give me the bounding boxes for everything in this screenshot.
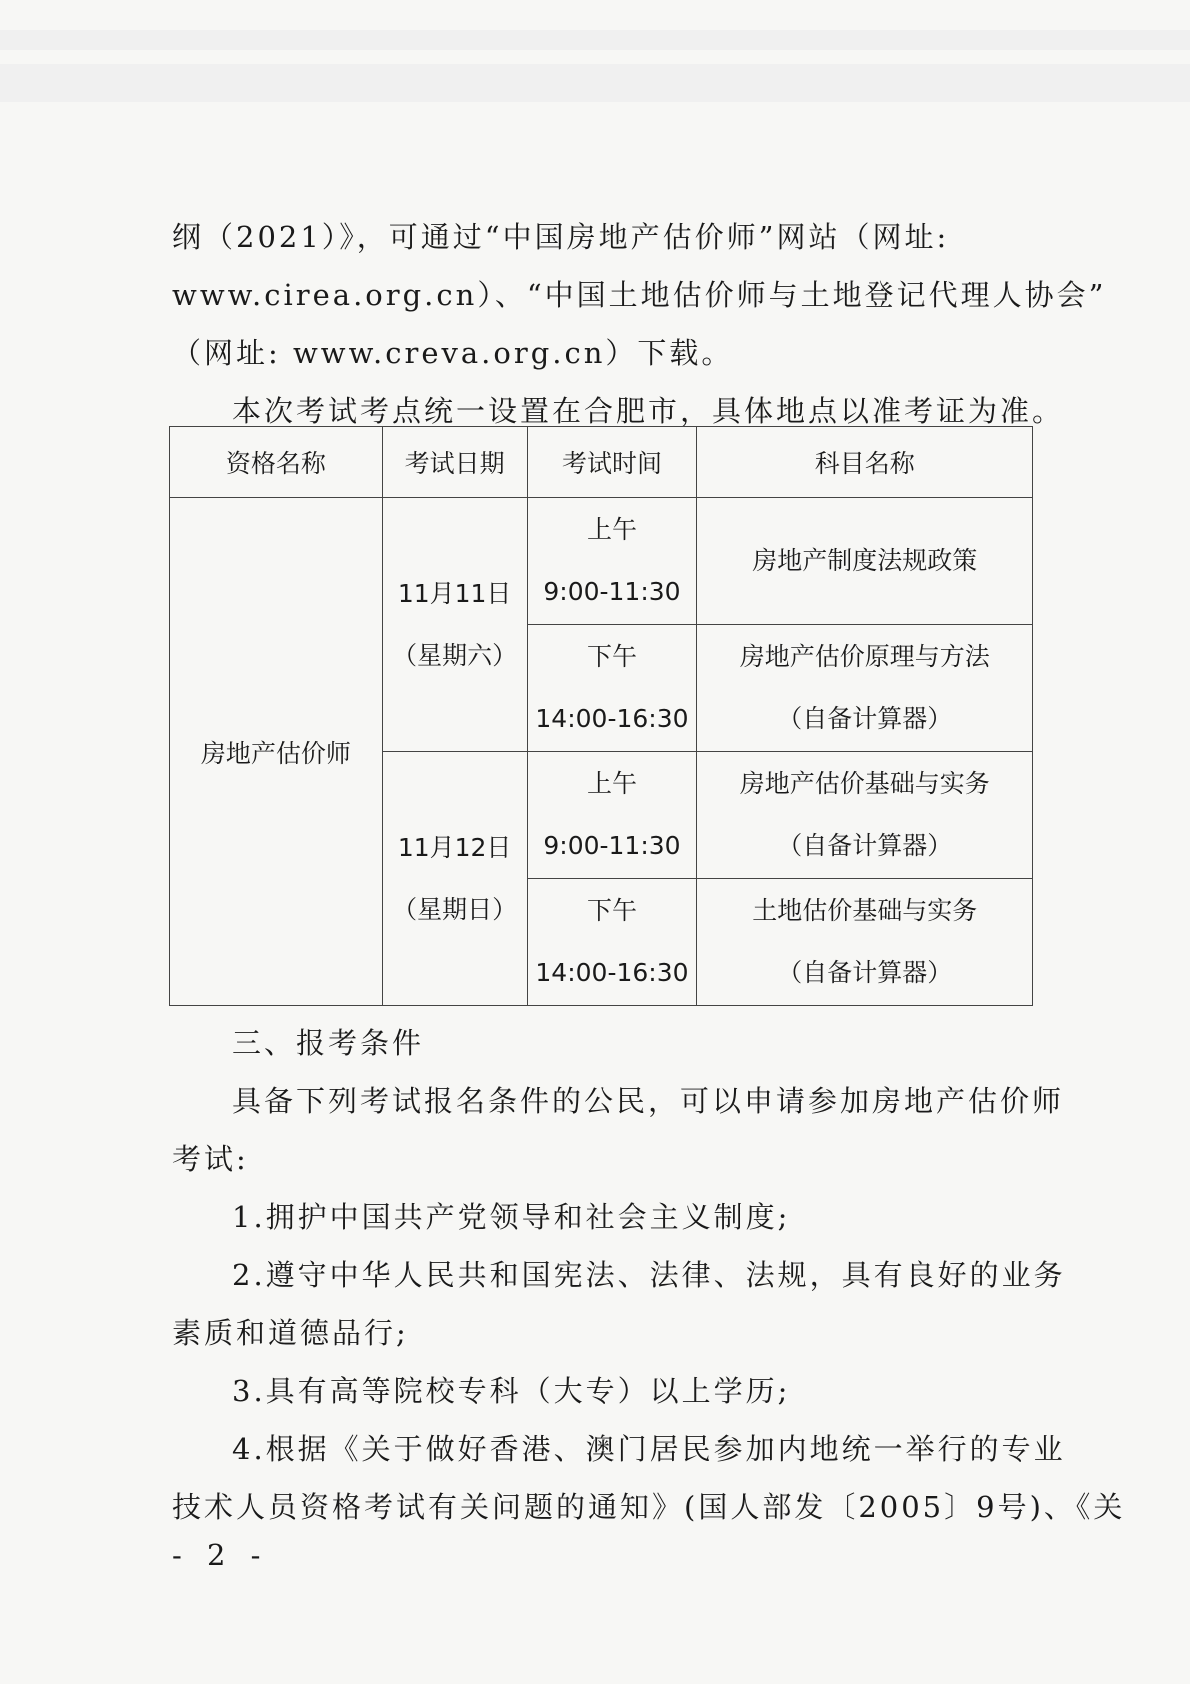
body-line: 1.拥护中国共产党领导和社会主义制度;	[232, 1200, 791, 1234]
period-text: 上午	[586, 769, 637, 798]
weekday-text: （星期六）	[392, 640, 518, 670]
time-cell	[527, 752, 697, 879]
weekday-text: （星期日）	[392, 894, 518, 924]
body-line: 2.遵守中华人民共和国宪法、法律、法规，具有良好的业务	[232, 1258, 1066, 1292]
time-cell	[527, 498, 697, 625]
paragraph-line: 纲（2021）》，可通过“中国房地产估价师”网站（网址:	[172, 220, 950, 254]
header-qualification: 资格名称	[170, 427, 383, 498]
body-line: 考试:	[172, 1142, 249, 1176]
subject-cell	[697, 498, 1033, 625]
body-line: 4.根据《关于做好香港、澳门居民参加内地统一举行的专业	[232, 1432, 1066, 1466]
time-text: 9:00-11:30	[543, 577, 681, 606]
exam-schedule-table	[169, 426, 1033, 1006]
header-exam-time: 考试时间	[527, 427, 697, 498]
body-line: 技术人员资格考试有关问题的通知》(国人部发〔2005〕9号)、《关	[172, 1490, 1126, 1524]
subject-cell	[697, 625, 1033, 752]
page-number: - 2 -	[172, 1538, 269, 1572]
body-line: 3.具有高等院校专科（大专）以上学历;	[232, 1374, 791, 1408]
date-text: 11月11日	[397, 578, 512, 608]
paragraph-line: 本次考试考点统一设置在合肥市，具体地点以准考证为准。	[232, 394, 1065, 428]
date-cell	[382, 752, 527, 1006]
date-cell	[382, 498, 527, 752]
subject-note: （自备计算器）	[777, 704, 953, 733]
date-text: 11月12日	[397, 832, 512, 862]
subject-cell	[697, 752, 1033, 879]
header-exam-date: 考试日期	[382, 427, 527, 498]
time-text: 14:00-16:30	[535, 958, 689, 987]
qualification-cell: 房地产估价师	[170, 498, 383, 1006]
paragraph-line: （网址: www.creva.org.cn）下载。	[172, 336, 734, 370]
time-text: 9:00-11:30	[543, 831, 681, 860]
table-header-row	[170, 427, 1033, 498]
period-text: 下午	[586, 642, 637, 671]
subject-note: （自备计算器）	[777, 831, 953, 860]
subject-text: 房地产估价原理与方法	[739, 642, 990, 671]
time-cell	[527, 879, 697, 1006]
body-line: 具备下列考试报名条件的公民，可以申请参加房地产估价师	[232, 1084, 1065, 1118]
table-row	[170, 498, 1033, 625]
time-text: 14:00-16:30	[535, 704, 689, 733]
period-text: 下午	[586, 896, 637, 925]
subject-text: 房地产估价基础与实务	[739, 769, 990, 798]
paragraph-line: www.cirea.org.cn）、“中国土地估价师与土地登记代理人协会”	[172, 278, 1107, 312]
subject-text: 土地估价基础与实务	[752, 896, 978, 925]
header-subject: 科目名称	[697, 427, 1033, 498]
period-text: 上午	[586, 515, 637, 544]
subject-note: （自备计算器）	[777, 958, 953, 987]
section-heading: 三、报考条件	[232, 1026, 425, 1060]
subject-cell	[697, 879, 1033, 1006]
body-line: 素质和道德品行;	[172, 1316, 409, 1350]
subject-text: 房地产制度法规政策	[752, 546, 978, 575]
time-cell	[527, 625, 697, 752]
